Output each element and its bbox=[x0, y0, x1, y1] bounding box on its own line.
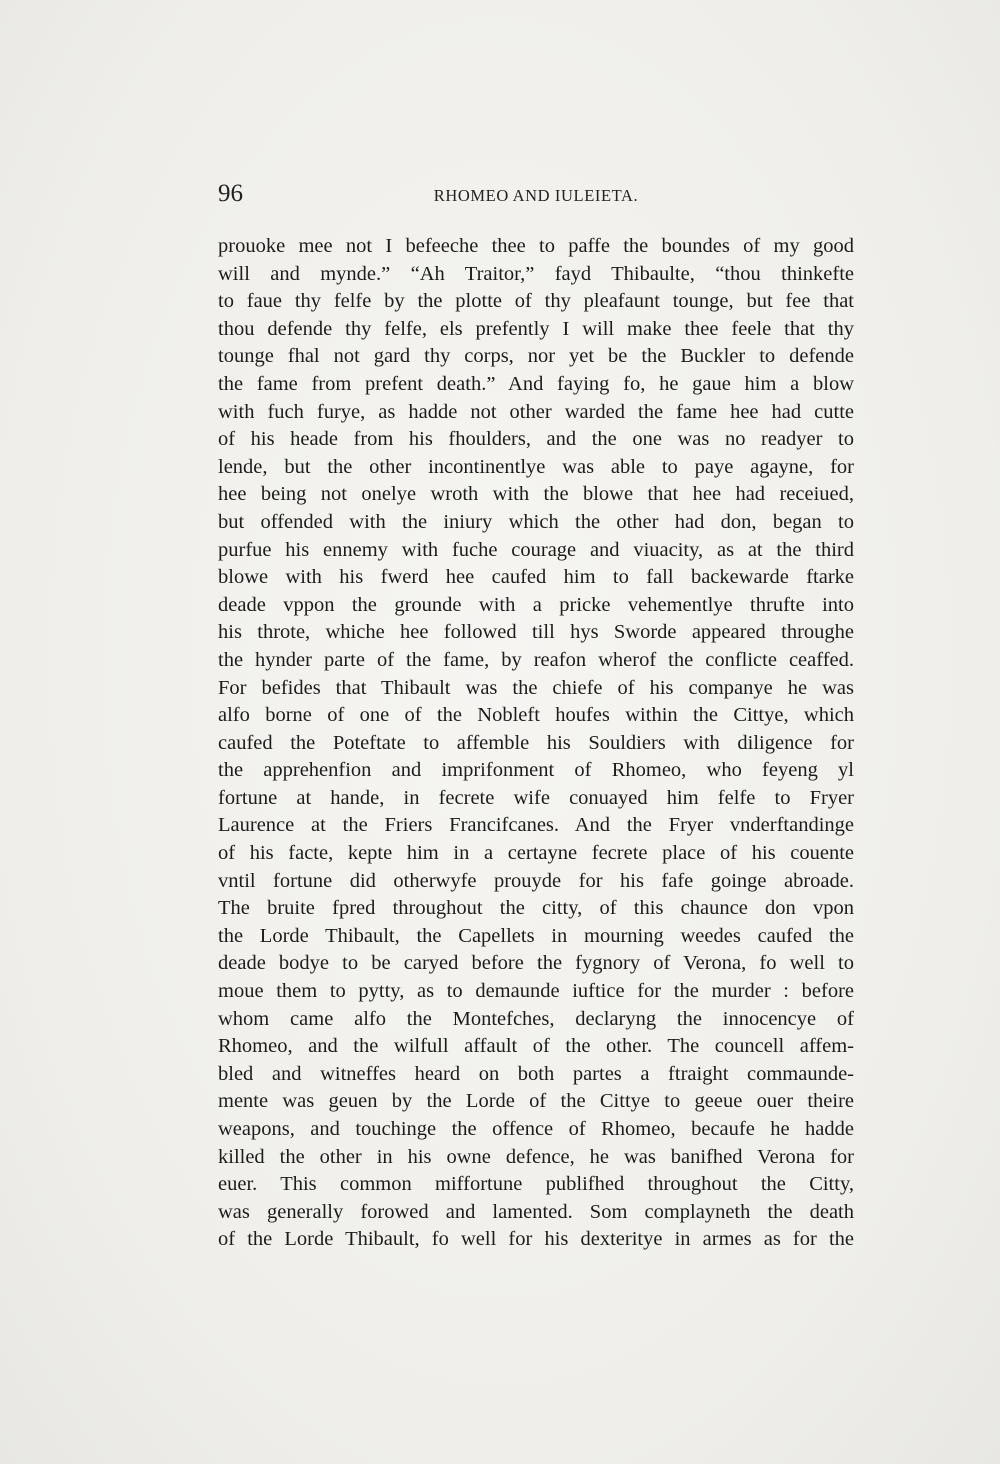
text-line: deade vppon the grounde with a pricke vehementlye thrufte into bbox=[218, 593, 854, 616]
text-line: alfo borne of one of the Nobleft houfes within the Cittye, which bbox=[218, 704, 854, 727]
body-text bbox=[218, 233, 854, 1254]
text-line: blowe with his fwerd hee caufed him to fall backewarde ftarke bbox=[218, 566, 854, 589]
text-line: fortune at hande, in fecrete wife conuayed him felfe to Fryer bbox=[218, 786, 854, 809]
text-line: hee being not onelye wroth with the blowe that hee had receiued, bbox=[218, 483, 854, 506]
text-line: was generally forowed and lamented. Som complayneth the death bbox=[218, 1200, 854, 1223]
running-head: RHOMEO AND IULEIETA. bbox=[433, 186, 639, 205]
text-line: the apprehenfion and imprifonment of Rhomeo, who feyeng yl bbox=[218, 759, 854, 782]
text-line: prouoke mee not I befeeche thee to paffe the boundes of my good bbox=[218, 235, 854, 257]
text-line: tounge fhal not gard thy corps, nor yet be the Buckler to defende bbox=[218, 345, 854, 368]
text-line: vntil fortune did otherwyfe prouyde for his fafe goinge abroade. bbox=[218, 869, 854, 892]
text-line: the fame from prefent death.” And faying fo, he gaue him a blow bbox=[218, 372, 854, 395]
text-line: Laurence at the Friers Francifcanes. And the Fryer vnderftandinge bbox=[218, 814, 854, 837]
page-header bbox=[218, 180, 854, 214]
text-line: mente was geuen by the Lorde of the Cittye to geeue ouer theire bbox=[218, 1090, 854, 1113]
text-line: caufed the Poteftate to affemble his Souldiers with diligence for bbox=[218, 731, 854, 754]
text-line: with fuch furye, as hadde not other warded the fame hee had cutte bbox=[218, 400, 854, 423]
text-line: euer. This common miffortune publifhed throughout the Citty, bbox=[218, 1173, 854, 1196]
text-line: the hynder parte of the fame, by reafon wherof the conflicte ceaffed. bbox=[218, 648, 854, 671]
text-line: bled and witneffes heard on both partes a ftraight commaunde- bbox=[218, 1062, 854, 1085]
text-line: of his facte, kepte him in a certayne fecrete place of his couente bbox=[218, 842, 854, 865]
text-line: For befides that Thibault was the chiefe of his companye he was bbox=[218, 676, 854, 699]
text-line: deade bodye to be caryed before the fygnory of Verona, fo well to bbox=[218, 952, 854, 975]
text-line: will and mynde.” “Ah Traitor,” fayd Thibaulte, “thou thinkefte bbox=[218, 262, 854, 285]
text-line: thou defende thy felfe, els prefently I will make thee feele that thy bbox=[218, 317, 854, 340]
text-line: The bruite fpred throughout the citty, of this chaunce don vpon bbox=[218, 897, 854, 920]
text-line: purfue his ennemy with fuche courage and viuacity, as at the third bbox=[218, 538, 854, 561]
text-line: of his heade from his fhoulders, and the one was no readyer to bbox=[218, 428, 854, 451]
text-line: his throte, whiche hee followed till hys Sworde appeared throughe bbox=[218, 621, 854, 644]
text-line: weapons, and touchinge the offence of Rhomeo, becaufe he hadde bbox=[218, 1118, 854, 1140]
page-number: 96 bbox=[218, 180, 243, 207]
text-line: moue them to pytty, as to demaunde iuftice for the murder : before bbox=[218, 980, 854, 1003]
text-line: but offended with the iniury which the other had don, began to bbox=[218, 510, 854, 533]
text-line: of the Lorde Thibault, fo well for his dexteritye in armes as for the bbox=[218, 1228, 854, 1251]
text-line: the Lorde Thibault, the Capellets in mourning weedes caufed the bbox=[218, 924, 854, 947]
text-line: killed the other in his owne defence, he was banifhed Verona for bbox=[218, 1145, 854, 1168]
text-line: whom came alfo the Montefches, declaryng the innocencye of bbox=[218, 1007, 854, 1030]
text-line: lende, but the other incontinentlye was able to paye agayne, for bbox=[218, 455, 854, 478]
text-line: to faue thy felfe by the plotte of thy pleafaunt tounge, but fee that bbox=[218, 290, 854, 313]
text-line: Rhomeo, and the wilfull affault of the other. The councell affem- bbox=[218, 1035, 854, 1058]
